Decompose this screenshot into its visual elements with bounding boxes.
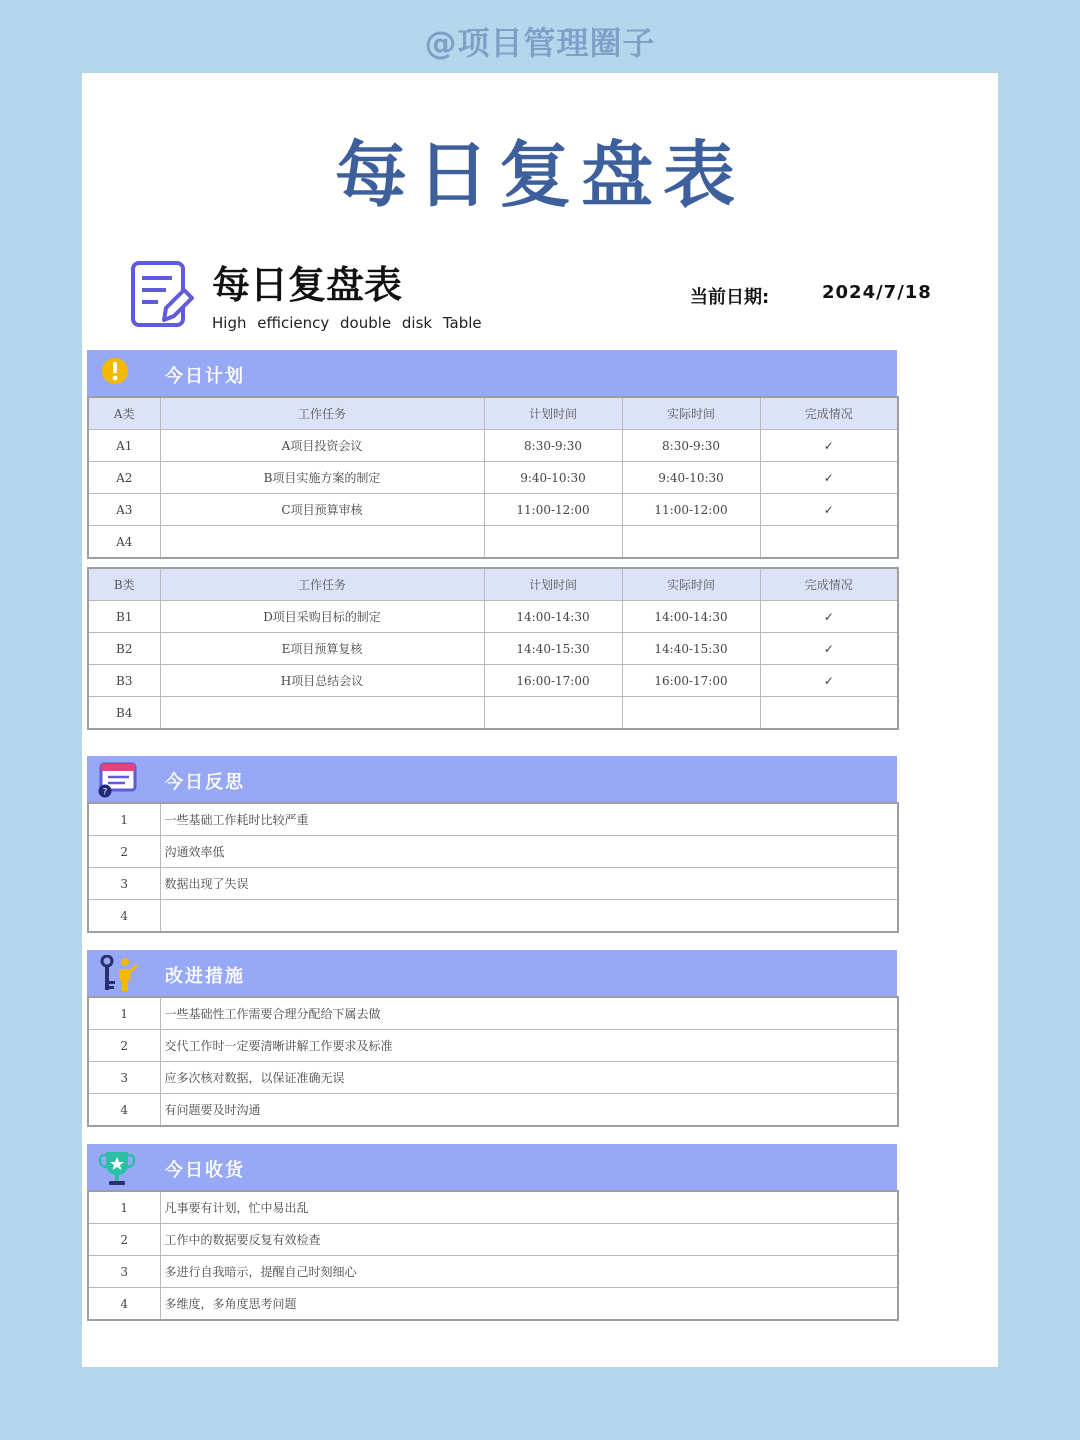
improvement-section-header [87,950,897,996]
row-text: 多进行自我暗示，提醒自己时刻细心 [160,1256,898,1288]
table-row [88,803,898,836]
table-row [88,430,898,462]
row-text: 一些基础工作耗时比较严重 [160,803,898,836]
harvest-section-header [87,1144,897,1190]
header-cell: 实际时间 [622,397,760,430]
header-cell: 工作任务 [160,568,484,601]
table-cell: B4 [88,697,160,730]
table-row [88,1062,898,1094]
table-row [88,1224,898,1256]
table-row [88,868,898,900]
header-cell: 完成情况 [760,397,898,430]
table-cell: 8:30-9:30 [622,430,760,462]
row-text: 多维度，多角度思考问题 [160,1288,898,1321]
date-value: 2024/7/18 [822,282,932,303]
warning-icon [97,355,137,391]
reflection-table [87,802,899,933]
table-row [88,526,898,559]
table-cell [160,697,484,730]
table-cell: 8:30-9:30 [484,430,622,462]
table-cell: ✓ [760,665,898,697]
notes-card-icon [97,761,141,799]
table-header-row [88,568,898,601]
row-text: 沟通效率低 [160,836,898,868]
row-text: 凡事要有计划，忙中易出乱 [160,1191,898,1224]
row-number: 4 [88,1288,160,1321]
row-number: 2 [88,1030,160,1062]
table-cell: 14:00-14:30 [484,601,622,633]
sheet-subtitle: High efficiency double disk Table [212,314,482,332]
improvement-section [87,950,897,1127]
row-number: 3 [88,868,160,900]
table-cell: ✓ [760,430,898,462]
table-row [88,601,898,633]
table-row [88,1191,898,1224]
table-cell: C项目预算审核 [160,494,484,526]
table-row [88,494,898,526]
table-cell: H项目总结会议 [160,665,484,697]
reflection-section-title: 今日反思 [165,772,245,793]
row-text: 工作中的数据要反复有效检查 [160,1224,898,1256]
table-cell: ✓ [760,633,898,665]
table-cell: A项目投资会议 [160,430,484,462]
table-row [88,1094,898,1127]
document-card [82,73,998,1367]
table-cell: 11:00-12:00 [484,494,622,526]
table-cell [622,697,760,730]
review-sheet [130,248,950,340]
table-row [88,697,898,730]
table-row [88,1288,898,1321]
plan-section-title: 今日计划 [165,366,245,387]
row-number: 2 [88,836,160,868]
table-cell: 16:00-17:00 [484,665,622,697]
table-cell [760,697,898,730]
harvest-section-title: 今日收货 [165,1160,245,1181]
row-text: 数据出现了失误 [160,868,898,900]
sheet-header [130,248,950,340]
header-cell: 实际时间 [622,568,760,601]
row-text: 有问题要及时沟通 [160,1094,898,1127]
table-cell: 9:40-10:30 [484,462,622,494]
reflection-section [87,756,897,933]
row-number: 1 [88,803,160,836]
row-number: 2 [88,1224,160,1256]
table-cell: B项目实施方案的制定 [160,462,484,494]
table-row [88,462,898,494]
table-header-row [88,397,898,430]
improvement-table [87,996,899,1127]
row-number: 3 [88,1256,160,1288]
table-cell [760,526,898,559]
table-cell: D项目采购目标的制定 [160,601,484,633]
row-number: 1 [88,1191,160,1224]
row-text: 应多次核对数据，以保证准确无误 [160,1062,898,1094]
table-cell: 14:40-15:30 [622,633,760,665]
document-edit-icon [130,260,194,330]
table-cell: 14:00-14:30 [622,601,760,633]
table-cell: 14:40-15:30 [484,633,622,665]
table-row [88,900,898,933]
header-cell: 计划时间 [484,397,622,430]
table-row [88,633,898,665]
table-cell [484,526,622,559]
svg-text:?: ? [102,787,108,798]
header-cell: 计划时间 [484,568,622,601]
header-cell: 工作任务 [160,397,484,430]
table-cell: E项目预算复核 [160,633,484,665]
reflection-section-header [87,756,897,802]
trophy-icon [97,1149,141,1187]
table-cell [484,697,622,730]
row-number: 3 [88,1062,160,1094]
plan-table-a [87,396,899,559]
key-person-icon [97,955,141,993]
table-cell: A2 [88,462,160,494]
row-number: 4 [88,900,160,933]
date-label: 当前日期: [690,287,770,308]
harvest-section [87,1144,897,1321]
row-text: 一些基础性工作需要合理分配给下属去做 [160,997,898,1030]
table-cell: 9:40-10:30 [622,462,760,494]
table-cell: B3 [88,665,160,697]
row-number: 1 [88,997,160,1030]
table-row [88,1256,898,1288]
table-cell: 11:00-12:00 [622,494,760,526]
table-cell: ✓ [760,462,898,494]
table-cell: ✓ [760,601,898,633]
table-cell: A1 [88,430,160,462]
header-cell: 完成情况 [760,568,898,601]
table-row [88,1030,898,1062]
table-row [88,836,898,868]
row-text [160,900,898,933]
table-cell: B2 [88,633,160,665]
header-cell: A类 [88,397,160,430]
table-cell: 16:00-17:00 [622,665,760,697]
table-cell: A4 [88,526,160,559]
watermark-text: @项目管理圈子 [424,24,656,62]
sheet-title: 每日复盘表 [212,263,403,307]
row-text: 交代工作时一定要清晰讲解工作要求及标准 [160,1030,898,1062]
plan-section-header [87,350,897,396]
table-cell [622,526,760,559]
page-title: 每日复盘表 [334,133,745,217]
table-cell: B1 [88,601,160,633]
header-cell: B类 [88,568,160,601]
table-row [88,665,898,697]
table-row [88,997,898,1030]
table-cell: A3 [88,494,160,526]
table-cell: ✓ [760,494,898,526]
table-cell [160,526,484,559]
row-number: 4 [88,1094,160,1127]
improvement-section-title: 改进措施 [165,966,245,987]
plan-section [87,350,897,730]
plan-table-b [87,567,899,730]
harvest-table [87,1190,899,1321]
